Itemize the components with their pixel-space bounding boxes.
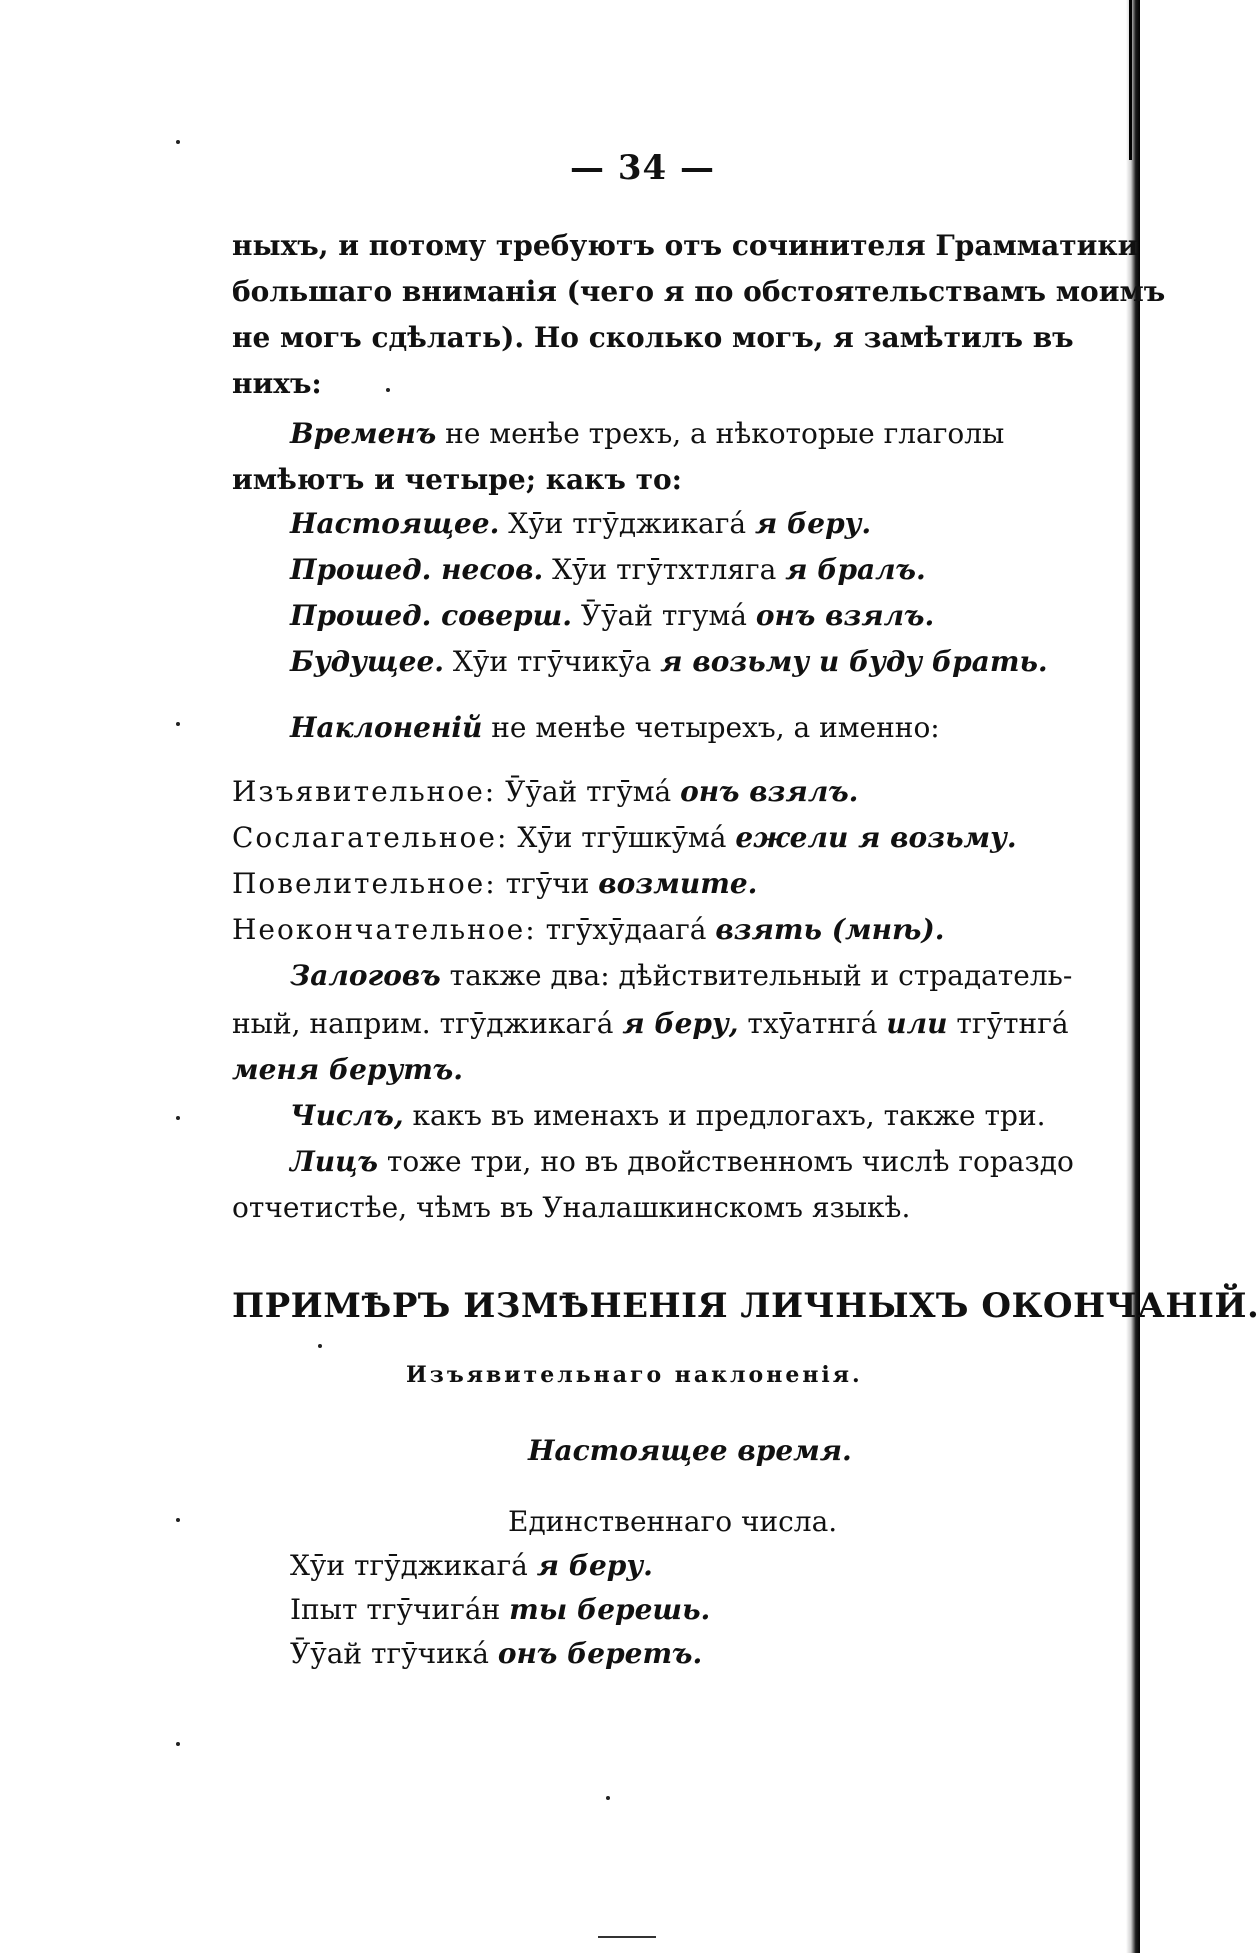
translation: я беру, — [622, 1007, 739, 1040]
translation: онъ взялъ. — [680, 775, 859, 808]
aleut-word: Хӯи тгӯтхтляга — [543, 553, 786, 586]
mood-label: Неокончательное: — [232, 913, 537, 946]
signature-mark — [598, 1936, 656, 1938]
section-heading: ПРИМѢРЪ ИЗМѢНЕНІЯ ЛИЧНЫХЪ ОКОНЧАНІЙ. — [232, 1286, 1259, 1326]
page-spine-shadow — [1129, 0, 1132, 160]
scan-speck — [176, 1742, 180, 1746]
mood-label: Изъявительное: — [232, 775, 497, 808]
conjugation-form — [290, 1549, 653, 1582]
mood-example — [232, 913, 945, 946]
aleut-word: тгӯчи — [496, 867, 599, 900]
aleut-word: Ӯӯай тгӯчика́ — [290, 1637, 498, 1670]
tense-example — [290, 507, 872, 540]
translation: возмите. — [598, 867, 758, 900]
translation: взять (мнѣ). — [715, 913, 945, 946]
number-label: Единственнаго числа. — [508, 1505, 838, 1538]
aleut-word: Ӏпыт тгӯчига́н — [290, 1593, 510, 1626]
term-moods: Наклоненій — [290, 711, 483, 744]
mood-example — [232, 775, 859, 808]
scan-speck — [176, 1518, 180, 1522]
conjugation-form — [290, 1637, 703, 1670]
translation: я бралъ. — [785, 553, 926, 586]
scan-speck — [318, 1344, 322, 1348]
translation: ты берешь. — [509, 1593, 711, 1626]
mood-label: Сослагательное: — [232, 821, 509, 854]
tense-label: Прошед. соверш. — [290, 599, 572, 632]
section-subheading: Изъявительнаго наклоненія. — [406, 1362, 863, 1388]
tense-title: Настоящее время. — [528, 1434, 852, 1467]
body-line — [290, 711, 940, 744]
page-number: — 34 — — [570, 148, 715, 188]
aleut-word: Хӯи тгӯджикага́ — [290, 1549, 537, 1582]
tense-example — [290, 553, 926, 586]
term-persons: Лицъ — [290, 1145, 378, 1178]
aleut-word: Ӯӯай тгӯма́ — [496, 775, 681, 808]
conjugation-form — [290, 1593, 711, 1626]
tense-label: Прошед. несов. — [290, 553, 544, 586]
body-line: нихъ: — [232, 367, 322, 400]
body-line — [290, 417, 1005, 450]
tense-example — [290, 599, 935, 632]
body-line: ныхъ, и потому требуютъ отъ сочинителя Грамматики — [232, 229, 1139, 262]
scan-speck — [606, 1796, 610, 1800]
body-text: ный, наприм. тгӯджикага́ — [232, 1007, 623, 1040]
body-text: не менѣе четырехъ, а именно: — [482, 711, 940, 744]
aleut-word: Ӯӯай тгума́ — [572, 599, 756, 632]
aleut-word: Хӯи тгӯджикага́ — [499, 507, 755, 540]
body-text: также два: дѣйствительный и страдатель- — [440, 959, 1073, 992]
translation: я беру. — [755, 507, 872, 540]
body-text: какъ въ именахъ и предлогахъ, также три. — [403, 1099, 1046, 1132]
translation: онъ беретъ. — [497, 1637, 703, 1670]
scan-speck — [386, 388, 390, 392]
aleut-word: тгӯхӯдаага́ — [536, 913, 716, 946]
translation: ежели я возьму. — [735, 821, 1017, 854]
aleut-word: Хӯи тгӯшкӯма́ — [508, 821, 736, 854]
body-line — [290, 1099, 1046, 1132]
term-voices: Залоговъ — [290, 959, 441, 992]
mood-example — [232, 867, 758, 900]
body-line — [290, 1145, 1074, 1178]
body-line — [232, 1007, 1069, 1040]
scan-speck — [176, 722, 180, 726]
body-text: тоже три, но въ двойственномъ числѣ гораздо — [377, 1145, 1074, 1178]
body-line: большаго вниманія (чего я по обстоятельствамъ моимъ — [232, 275, 1166, 308]
tense-label: Настоящее. — [290, 507, 500, 540]
body-line: имѣютъ и четыре; какъ то: — [232, 463, 682, 496]
aleut-word: тгӯтнга́ — [947, 1007, 1069, 1040]
term-times: Временъ — [290, 417, 437, 450]
translation: или — [886, 1007, 948, 1040]
body-line — [290, 959, 1073, 992]
translation: я возьму и буду брать. — [660, 645, 1048, 678]
body-text: не менѣе трехъ, а нѣкоторые глаголы — [436, 417, 1005, 450]
scan-speck — [176, 1116, 180, 1120]
body-line: не могъ сдѣлать). Но сколько могъ, я замѣтилъ въ — [232, 321, 1074, 354]
tense-label: Будущее. — [290, 645, 445, 678]
aleut-word: тхӯатнга́ — [738, 1007, 887, 1040]
tense-example — [290, 645, 1048, 678]
body-line: меня берутъ. — [232, 1053, 463, 1086]
mood-example — [232, 821, 1017, 854]
translation: я беру. — [536, 1549, 653, 1582]
translation: онъ взялъ. — [755, 599, 935, 632]
aleut-word: Хӯи тгӯчикӯа — [444, 645, 661, 678]
body-line: отчетистѣе, чѣмъ въ Уналашкинскомъ языкѣ. — [232, 1191, 911, 1224]
term-numbers: Числъ, — [290, 1099, 404, 1132]
mood-label: Повелительное: — [232, 867, 497, 900]
scan-speck — [176, 140, 180, 144]
